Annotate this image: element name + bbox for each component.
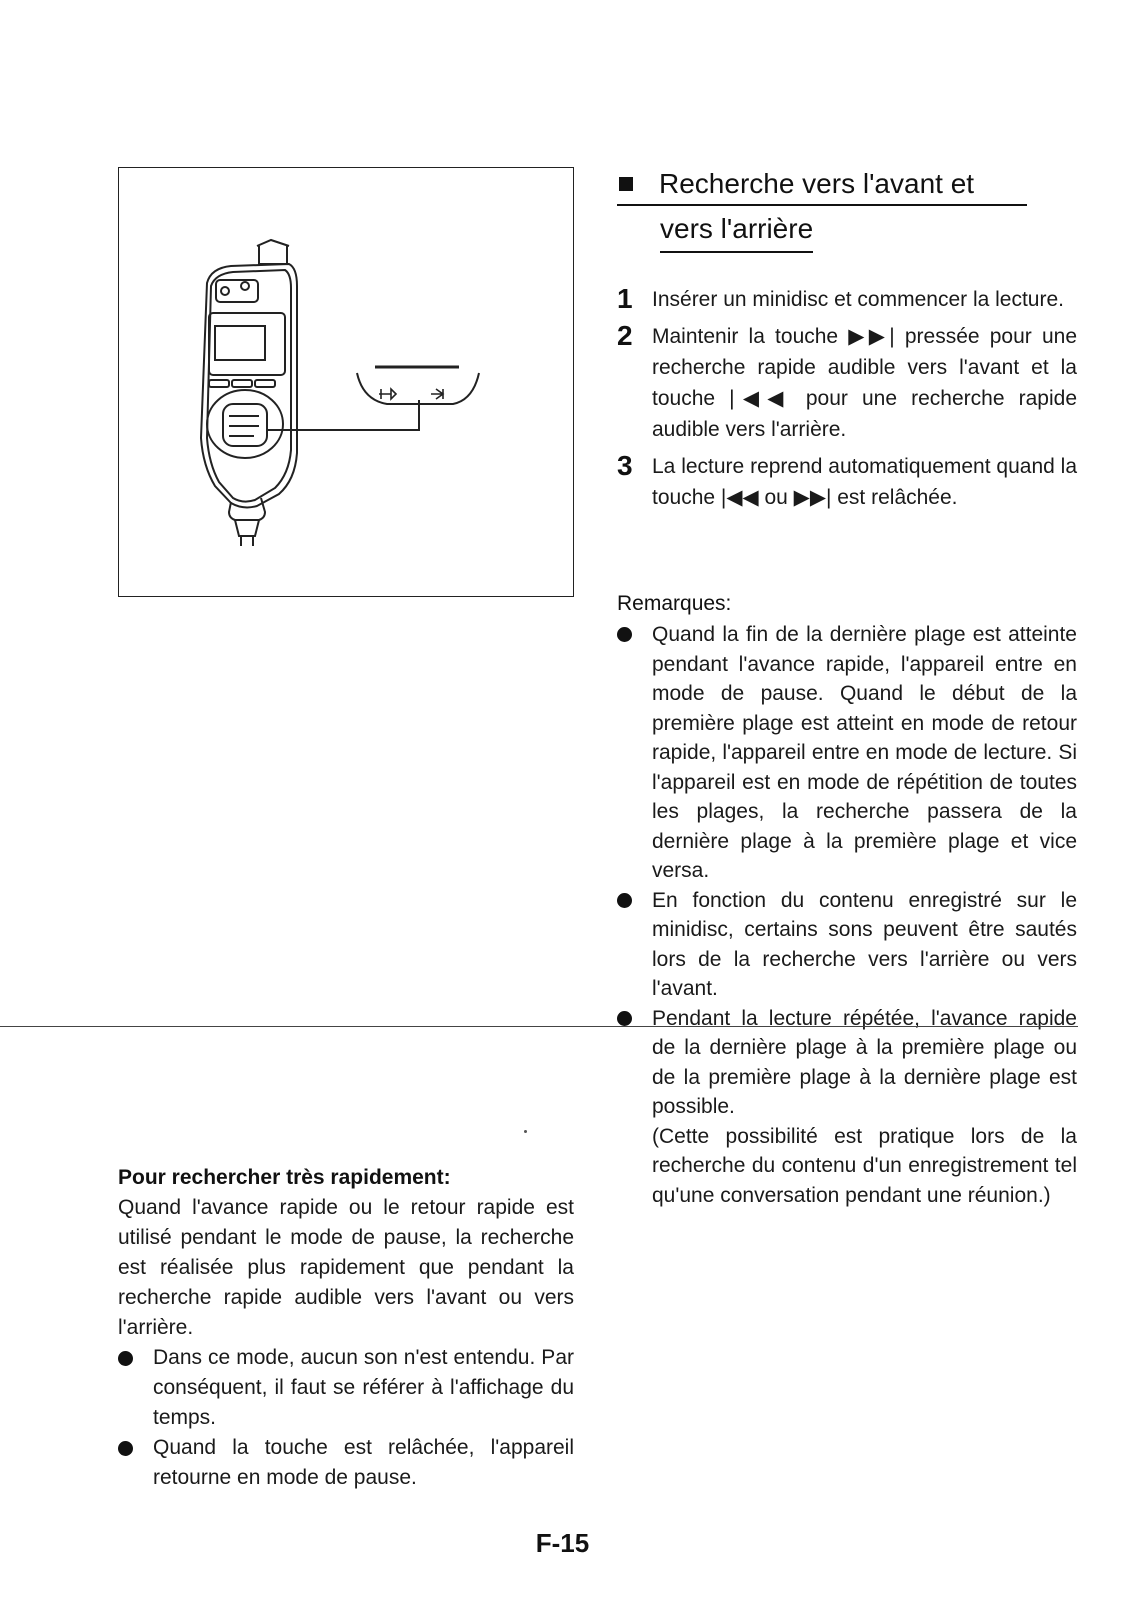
fast-search-body: Quand l'avance rapide ou le retour rapide est utilisé pendant le mode de pause, la recherche est réalisée plus rapidement que pendant la recherche rapide audible vers l'avant ou vers l'arrière. [118,1196,574,1339]
bullet-icon [617,893,632,908]
step-text: Maintenir la touche ▶▶| pressée pour une recherche rapide audible vers l'avant et la touche |◀◀ pour une recherche rapide audible vers l'arrière. [652,325,1077,441]
remote-control-illustration [118,167,574,597]
fast-search-bullet [118,1343,574,1433]
bullet-icon [617,627,632,642]
remark-item [617,886,1077,1004]
step-number: 2 [617,320,633,351]
remark-text: En fonction du contenu enregistré sur le minidisc, certains sons peuvent être sautés lors de la recherche vers l'arrière ou vers l'avant. [652,888,1077,1000]
heading-text-2: vers l'arrière [660,207,813,253]
section-heading [617,164,1027,253]
remark-text: Quand la fin de la dernière plage est atteinte pendant l'avance rapide, l'appareil entre en mode de pause. Quand le début de la première plage est atteint en mode de retour rapide, l'appareil entre en mode de lecture. Si l'appareil est en mode de répétition de toutes les plages, la recherche passera de la dernière plage à la première plage et vice versa. [652,623,1077,882]
remark-note: (Cette possibilité est pratique lors de la recherche du contenu d'un enregistrement tel qu'une conversation pendant une réunion.) [652,1124,1077,1207]
fast-search-bullet-text: Dans ce mode, aucun son n'est entendu. Par conséquent, il faut se référer à l'affichage du temps. [153,1346,574,1429]
step-number: 1 [617,283,633,314]
fast-search-title: Pour rechercher très rapidement: [118,1166,451,1189]
step-number: 3 [617,450,633,481]
remarks-section [617,590,1077,1210]
steps-list [617,284,1077,519]
fast-search-bullet-text: Quand la touche est relâchée, l'appareil retourne en mode de pause. [153,1436,574,1489]
remark-item [617,620,1077,886]
step-text: Insérer un minidisc et commencer la lecture. [652,288,1064,311]
bullet-icon [118,1441,133,1456]
square-bullet-icon [619,177,633,191]
heading-text-1: Recherche vers l'avant et [659,168,975,199]
remark-text-main: Pendant la lecture répétée, l'avance rapide de la dernière plage à la première plage ou de la première plage à la dernière plage est possible. [652,1006,1077,1118]
fast-search-bullet [118,1433,574,1493]
step-item [617,451,1077,513]
page-number: F-15 [535,1528,590,1558]
bullet-icon [617,1011,632,1026]
step-item [617,284,1077,315]
step-item [617,321,1077,445]
fast-search-section [118,1163,574,1493]
remote-control-drawing [119,168,575,598]
step-text: La lecture reprend automatiquement quand la touche |◀◀ ou ▶▶| est relâchée. [652,455,1077,509]
heading-line-1 [617,164,1027,206]
remark-text [652,1004,1077,1211]
remark-item [617,1004,1077,1211]
horizontal-divider [0,1026,1078,1027]
bullet-icon [118,1351,133,1366]
remarks-title: Remarques: [617,592,732,615]
scan-speck [524,1130,527,1133]
